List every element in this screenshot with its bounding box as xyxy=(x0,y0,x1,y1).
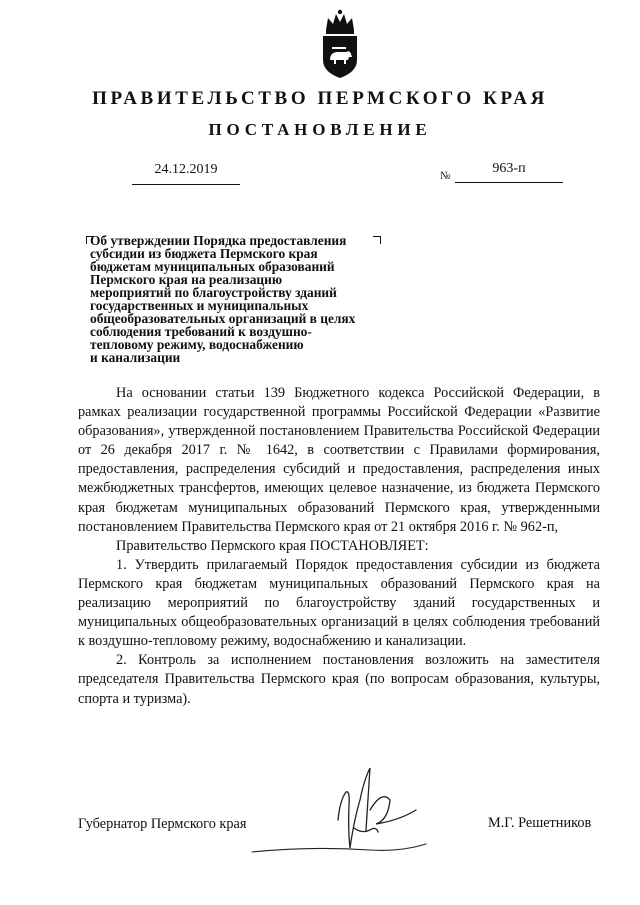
subject-line: государственных и муниципальных xyxy=(90,298,309,313)
subject-line: общеобразовательных организаций в целях xyxy=(90,311,356,326)
item-1-paragraph: 1. Утвердить прилагаемый Порядок предоставления субсидии из бюджета Пермского края бюджетам муниципальных образований Пермского края на реализацию мероприятий по благоустройству зданий государственных и муниципальных общеобразовательных организаций в целях соблюдения требований к воздушно-тепловому режиму, водоснабжению и канализации. xyxy=(78,556,600,650)
document-type: ПОСТАНОВЛЕНИЕ xyxy=(208,120,432,139)
signer-name: М.Г. Решетников xyxy=(488,815,592,831)
number-underline xyxy=(455,182,563,183)
item-2-paragraph: 2. Контроль за исполнением постановления возложить на заместителя председателя Правительства Пермского края (по вопросам образования, культуры, спорта и туризма). xyxy=(78,652,600,707)
number-sign: № xyxy=(440,170,451,182)
government-title: ПРАВИТЕЛЬСТВО ПЕРМСКОГО КРАЯ xyxy=(92,88,548,109)
document-body xyxy=(78,384,600,709)
subject-line: и канализации xyxy=(90,350,181,365)
handwritten-signature xyxy=(250,760,430,865)
subject-line: мероприятий по благоустройству зданий xyxy=(90,285,337,300)
signer-title: Губернатор Пермского края xyxy=(78,816,247,832)
date-underline xyxy=(132,184,240,185)
subject-line: субсидии из бюджета Пермского края xyxy=(90,246,318,261)
subject-line: соблюдения требований к воздушно- xyxy=(90,324,312,339)
document-number: 963-п xyxy=(492,161,526,176)
preamble-paragraph: На основании статьи 139 Бюджетного кодекса Российской Федерации, в рамках реализации государственной программы Российской Федерации «Развитие образования», утвержденной постановлением Правительства Российской Федерации от 26 декабря 2017 г. № 1642, в соответствии с Правилами формирования, предоставления, распределения субсидий и предоставления, распределения иных межбюджетных трансфертов, имеющих целевое назначение, из бюджета Пермского края бюджетам муниципальных образований Пермского края, утвержденными постановлением Правительства Пермского края от 21 октября 2016 г. № 962-п, xyxy=(78,385,600,535)
subject-line: Об утверждении Порядка предоставления xyxy=(90,233,347,248)
document-subject xyxy=(90,234,420,364)
subject-line: Пермского края на реализацию xyxy=(90,272,283,287)
perm-krai-coat-of-arms-icon xyxy=(318,8,362,80)
resolves-paragraph: Правительство Пермского края ПОСТАНОВЛЯЕТ: xyxy=(116,537,429,554)
subject-line: тепловому режиму, водоснабжению xyxy=(90,337,304,352)
subject-line: бюджетам муниципальных образований xyxy=(90,259,335,274)
document-date: 24.12.2019 xyxy=(154,162,218,177)
